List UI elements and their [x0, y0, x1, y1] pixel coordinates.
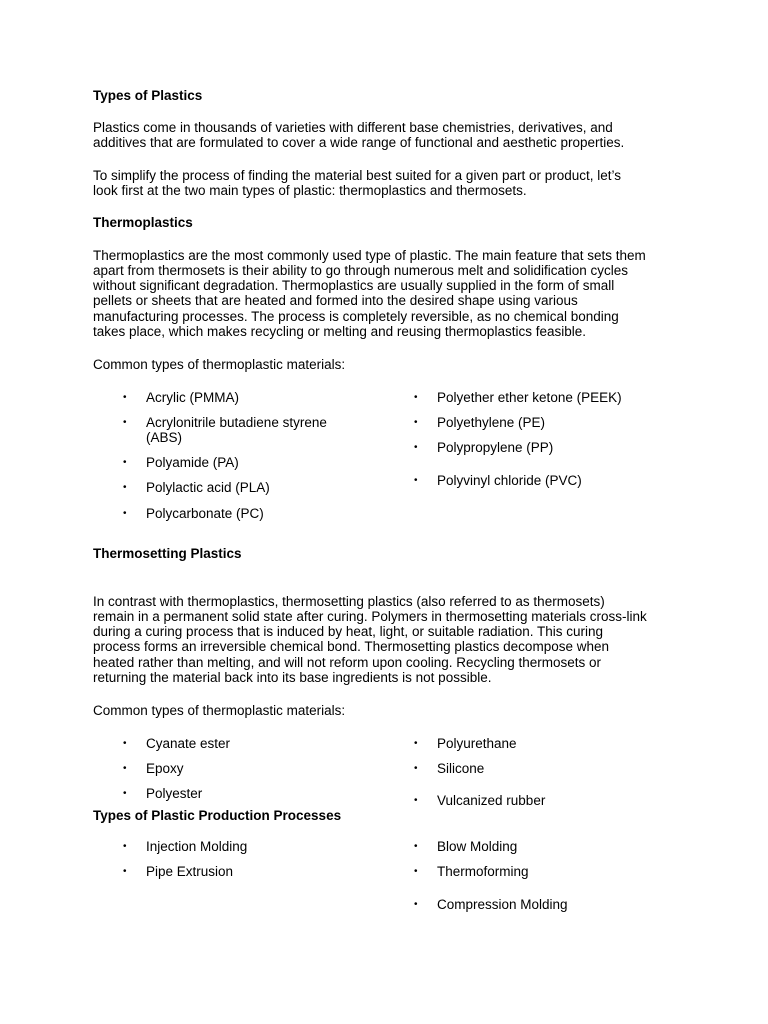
list-item: Polypropylene (PP)	[437, 440, 554, 455]
intro-line-2: additives that are formulated to cover a wide range of functional and aesthetic properties.	[93, 135, 625, 151]
page-title: Types of Plastics	[93, 88, 203, 103]
list-item: Pipe Extrusion	[146, 864, 234, 879]
bullet: •	[123, 391, 127, 403]
bullet: •	[414, 866, 418, 877]
bullet: •	[123, 787, 127, 799]
list-item: Injection Molding	[146, 838, 248, 854]
thermoplastics-paragraph-line: without significant degradation. Thermoplastics are usually supplied in the form of small	[93, 278, 615, 294]
bullet: •	[414, 391, 418, 403]
bullet: •	[414, 417, 418, 428]
processes-heading: Types of Plastic Production Processes	[93, 808, 342, 823]
list-item: Polyethylene (PE)	[437, 415, 546, 430]
list-item: Polycarbonate (PC)	[146, 505, 264, 521]
list-item: Epoxy	[146, 760, 184, 776]
bullet: •	[123, 762, 127, 774]
bullet: •	[414, 898, 418, 910]
bullet: •	[123, 737, 127, 749]
thermosets-paragraph-line: heated rather than melting, and will not reform upon cooling. Recycling thermosets or	[93, 654, 602, 670]
thermoplastics-paragraph-line: manufacturing processes. The process is completely reversible, as no chemical bonding	[93, 308, 619, 324]
thermosets-list-intro: Common types of thermoplastic materials:	[93, 702, 346, 718]
bullet: •	[123, 507, 127, 519]
thermoplastics-paragraph-line: takes place, which makes recycling or melting and reusing thermoplastics feasible.	[93, 324, 586, 339]
list-item: Polyurethane	[437, 735, 517, 751]
thermoplastics-paragraph-line: Thermoplastics are the most commonly used type of plastic. The main feature that sets them	[93, 247, 646, 263]
list-item: Vulcanized rubber	[437, 792, 546, 808]
list-item: Cyanate ester	[146, 735, 231, 751]
bullet: •	[123, 416, 127, 428]
bullet: •	[123, 840, 127, 852]
bullet: •	[414, 762, 418, 774]
thermosets-heading: Thermosetting Plastics	[93, 545, 242, 561]
list-item: Acrylic (PMMA)	[146, 389, 239, 405]
intro-line-1: Plastics come in thousands of varieties with different base chemistries, derivatives, and	[93, 120, 613, 135]
thermoplastics-list-intro: Common types of thermoplastic materials:	[93, 356, 346, 372]
list-item-continuation: (ABS)	[146, 429, 183, 445]
bullet: •	[414, 474, 418, 486]
thermosets-paragraph-line: returning the material back into its base ingredients is not possible.	[93, 670, 492, 685]
list-item: Polyether ether ketone (PEEK)	[437, 389, 622, 405]
bullet: •	[414, 794, 418, 806]
list-item: Polyester	[146, 785, 203, 801]
list-item: Blow Molding	[437, 838, 518, 854]
list-item: Polyamide (PA)	[146, 455, 239, 470]
thermosets-paragraph-line: In contrast with thermoplastics, thermosetting plastics (also referred to as thermosets)	[93, 593, 605, 609]
intro2-line-1: To simplify the process of finding the material best suited for a given part or product, let’s	[93, 167, 622, 183]
list-item: Polyvinyl chloride (PVC)	[437, 472, 582, 488]
thermoplastics-heading: Thermoplastics	[93, 215, 193, 230]
bullet: •	[123, 866, 127, 877]
list-item: Silicone	[437, 760, 485, 776]
bullet: •	[414, 737, 418, 749]
bullet: •	[123, 482, 127, 493]
list-item: Polylactic acid (PLA)	[146, 480, 270, 495]
intro2-line-2: look first at the two main types of plastic: thermoplastics and thermosets.	[93, 182, 527, 198]
bullet: •	[123, 457, 127, 468]
list-item: Compression Molding	[437, 896, 568, 912]
list-item: Thermoforming	[437, 864, 529, 879]
thermosets-paragraph-line: process forms an irreversible chemical bond. Thermosetting plastics decompose when	[93, 639, 609, 655]
thermosets-paragraph-line: during a curing process that is induced by heat, light, or suitable radiation. This curing	[93, 624, 604, 640]
bullet: •	[414, 840, 418, 852]
bullet: •	[414, 442, 418, 453]
thermoplastics-paragraph-line: pellets or sheets that are heated and formed into the desired shape using various	[93, 293, 578, 309]
list-item: Acrylonitrile butadiene styrene	[146, 414, 327, 430]
thermosets-paragraph-line: remain in a permanent solid state after curing. Polymers in thermosetting materials cross-link	[93, 608, 647, 624]
thermoplastics-paragraph-line: apart from thermosets is their ability to go through numerous melt and solidification cycles	[93, 262, 628, 278]
